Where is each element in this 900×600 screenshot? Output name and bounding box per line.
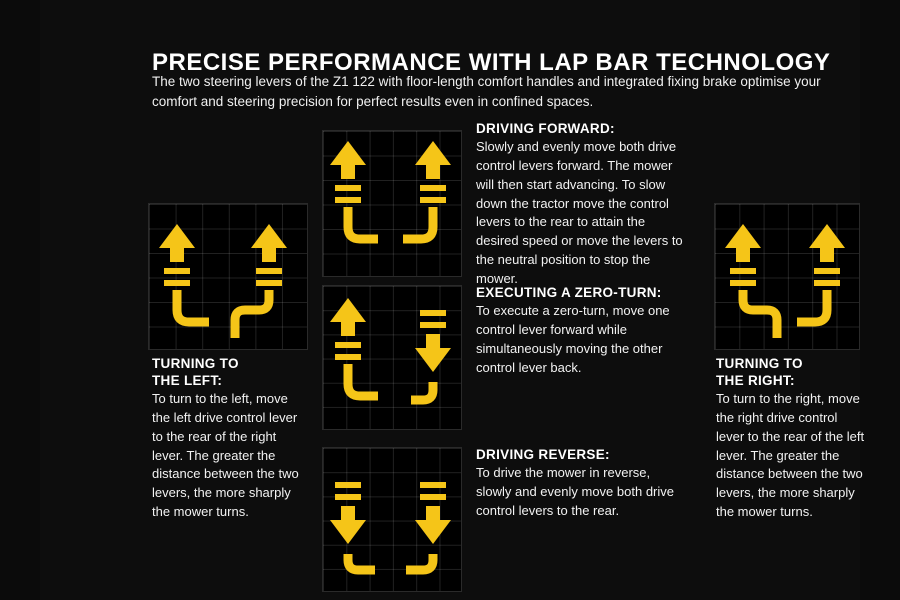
- heading-turning-left-line2: THE LEFT:: [152, 373, 223, 388]
- text-driving-forward: [476, 121, 686, 289]
- text-turning-left: [152, 356, 302, 522]
- heading-turning-right-line2: THE RIGHT:: [716, 373, 795, 388]
- lever-illustration: [323, 131, 463, 278]
- body-driving-reverse: To drive the mower in reverse, slowly and evenly move both drive control levers to the rear.: [476, 465, 674, 518]
- body-driving-forward: Slowly and evenly move both drive control levers forward. The mower will then start advancing. To slow down the tractor move the control levers to the rear to attain the desired speed or move the levers to the neutral position to stop the mower.: [476, 139, 683, 286]
- heading-driving-forward: DRIVING FORWARD:: [476, 121, 615, 136]
- diagram-driving-reverse: [322, 447, 462, 592]
- body-turning-left: To turn to the left, move the left drive control lever to the rear of the right lever. The greater the distance between the two levers, the more sharply the mower turns.: [152, 391, 299, 520]
- page-subtitle: The two steering levers of the Z1 122 with floor-length comfort handles and integrated fixing brake optimise your comfort and steering precision for perfect results even in confined spaces.: [152, 74, 821, 109]
- diagram-zero-turn: [322, 285, 462, 430]
- lever-illustration: [149, 204, 309, 351]
- diagram-turning-left: [148, 203, 308, 350]
- diagram-driving-forward: [322, 130, 462, 277]
- lever-illustration: [323, 286, 463, 431]
- heading-driving-reverse: DRIVING REVERSE:: [476, 447, 610, 462]
- text-turning-right: [716, 356, 866, 522]
- body-zero-turn: To execute a zero-turn, move one control lever forward while simultaneously moving the other control lever back.: [476, 303, 670, 375]
- text-zero-turn: [476, 285, 686, 377]
- heading-turning-right-line1: TURNING TO: [716, 356, 803, 371]
- lever-illustration: [715, 204, 861, 351]
- lever-illustration: [323, 448, 463, 593]
- text-driving-reverse: [476, 447, 686, 521]
- page-title: PRECISE PERFORMANCE WITH LAP BAR TECHNOLOGY: [152, 49, 831, 77]
- heading-turning-left-line1: TURNING TO: [152, 356, 239, 371]
- body-turning-right: To turn to the right, move the right drive control lever to the rear of the left lever. The greater the distance between the two levers, the more sharply the mower turns.: [716, 391, 865, 520]
- content-sheet: [40, 0, 865, 600]
- heading-zero-turn: EXECUTING A ZERO-TURN:: [476, 285, 662, 300]
- diagram-turning-right: [714, 203, 860, 350]
